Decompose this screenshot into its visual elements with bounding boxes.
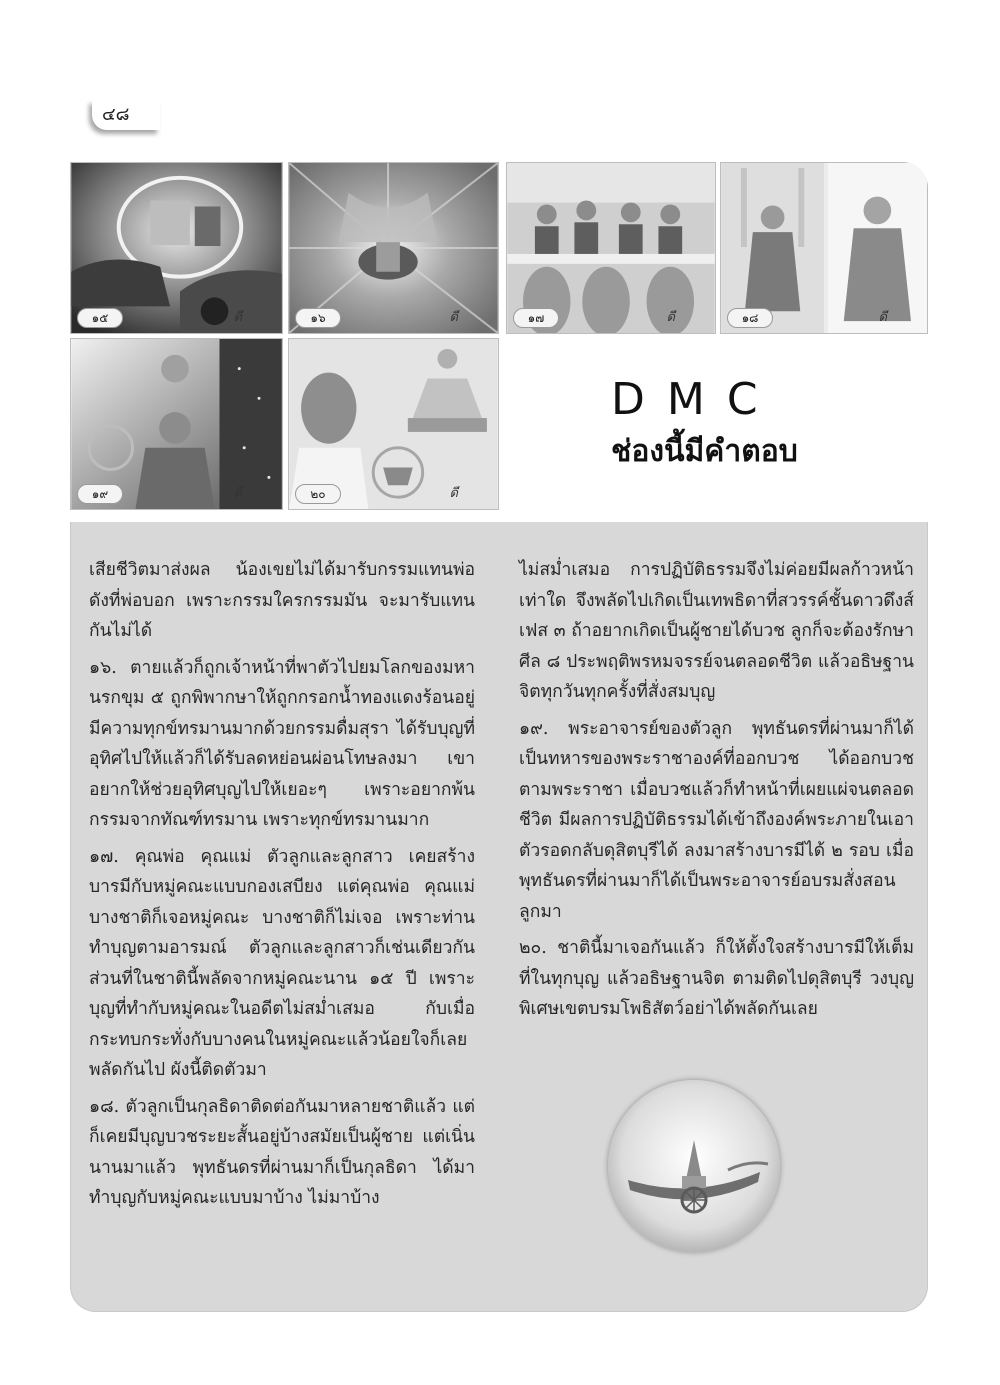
photo-18 xyxy=(720,162,928,334)
photo-19 xyxy=(70,338,283,510)
brand-title: DMC xyxy=(611,374,780,425)
photo-19-number: ๑๙ xyxy=(77,484,123,504)
left-column xyxy=(89,555,475,1220)
page-number: ๔๘ xyxy=(92,100,160,130)
temple-emblem xyxy=(608,1080,780,1252)
photo-18-number: ๑๘ xyxy=(727,308,773,328)
left-paragraph-4: ๑๘. ตัวลูกเป็นกุลธิดาติดต่อกันมาหลายชาติแล้ว แต่ก็เคยมีบุญบวชระยะสั้นอยู่บ้างสมัยเป็นผู้ชาย แต่เนิ่นนานมาแล้ว พุทธันดรที่ผ่านมาก็เป็นกุลธิดา ได้มาทำบุญกับหมู่คณะแบบมาบ้าง ไม่มาบ้าง xyxy=(89,1096,475,1208)
left-paragraph-1: เสียชีวิตมาส่งผล น้องเขยไม่ได้มารับกรรมแทนพ่อ ดังที่พ่อบอก เพราะกรรมใครกรรมมัน จะมารับแทนกันไม่ได้ xyxy=(89,560,475,641)
photo-15-signature: ดี xyxy=(233,310,242,325)
temple-emblem-image xyxy=(608,1080,780,1252)
left-paragraph-2: ๑๖. ตายแล้วก็ถูกเจ้าหน้าที่พาตัวไปยมโลกของมหานรกขุม ๕ ถูกพิพากษาให้ถูกกรอกน้ำทองแดงร้อนอยู่ มีความทุกข์ทรมานมากด้วยกรรมดื่มสุรา ได้รับบุญที่อุทิศไปให้แล้วก็ได้รับลดหย่อนผ่อนโทษลงมา เขาอยากให้ช่วยอุทิศบุญไปให้เยอะๆ เพราะอยากพ้นกรรมจากทัณฑ์ทรมาน เพราะทุกข์ทรมานมาก xyxy=(89,657,475,830)
brand-block xyxy=(611,370,811,474)
photo-20-signature: ดี xyxy=(449,486,458,501)
photo-20-number: ๒๐ xyxy=(295,484,341,504)
photo-17-number: ๑๗ xyxy=(513,308,559,328)
photo-15-number: ๑๕ xyxy=(77,308,123,328)
right-column xyxy=(519,555,914,1031)
right-paragraph-2: ๑๙. พระอาจารย์ของตัวลูก พุทธันดรที่ผ่านมาก็ได้เป็นทหารของพระราชาองค์ที่ออกบวช ได้ออกบวชตามพระราชา เมื่อบวชแล้วก็ทำหน้าที่เผยแผ่จนตลอดชีวิต มีผลการปฏิบัติธรรมได้เข้าถึงองค์พระภายในเอาตัวรอดกลับดุสิตบุรีได้ ลงมาสร้างบารมีได้ ๒ รอบ เมื่อพุทธันดรที่ผ่านมาก็ได้เป็นพระอาจารย์อบรมสั่งสอนลูกมา xyxy=(519,718,914,922)
illustration-block xyxy=(70,162,928,522)
photo-19-signature: ดี xyxy=(233,486,242,501)
photo-16-signature: ดี xyxy=(449,310,458,325)
photo-17-signature: ดี xyxy=(666,310,675,325)
photo-20 xyxy=(288,338,499,510)
photo-17 xyxy=(506,162,716,334)
photo-16-number: ๑๖ xyxy=(295,308,341,328)
photo-15 xyxy=(70,162,283,334)
content-panel xyxy=(70,162,928,1312)
photo-16 xyxy=(288,162,499,334)
right-paragraph-1: ไม่สม่ำเสมอ การปฏิบัติธรรมจึงไม่ค่อยมีผลก้าวหน้าเท่าใด จึงพลัดไปเกิดเป็นเทพธิดาที่สวรรค์ชั้นดาวดึงส์ เฟส ๓ ถ้าอยากเกิดเป็นผู้ชายได้บวช ลูกก็จะต้องรักษาศีล ๘ ประพฤติพรหมจรรย์จนตลอดชีวิต แล้วอธิษฐานจิตทุกวันทุกครั้งที่สั่งสมบุญ xyxy=(519,560,914,702)
left-paragraph-3: ๑๗. คุณพ่อ คุณแม่ ตัวลูกและลูกสาว เคยสร้างบารมีกับหมู่คณะแบบกองเสบียง แต่คุณพ่อ คุณแม่ บางชาติก็เจอหมู่คณะ บางชาติก็ไม่เจอ เพราะท่านทำบุญตามอารมณ์ ตัวลูกและลูกสาวก็เช่นเดียวกัน ส่วนที่ในชาตินี้พลัดจากหมู่คณะนาน ๑๕ ปี เพราะบุญที่ทำกับหมู่คณะในอดีตไม่สม่ำเสมอ กับเมื่อกระทบกระทั่งกับบางคนในหมู่คณะแล้วน้อยใจก็เลยพลัดกันไป ผังนี้ติดตัวมา xyxy=(89,846,475,1080)
photo-18-signature: ดี xyxy=(878,310,887,325)
brand-subtitle: ช่องนี้มีคำตอบ xyxy=(611,434,798,469)
right-paragraph-3: ๒๐. ชาตินี้มาเจอกันแล้ว ก็ให้ตั้งใจสร้างบารมีให้เต็มที่ในทุกบุญ แล้วอธิษฐานจิต ตามติดไปดุสิตบุรี วงบุญพิเศษเขตบรมโพธิสัตว์อย่าได้พลัดกันเลย xyxy=(519,938,914,1019)
